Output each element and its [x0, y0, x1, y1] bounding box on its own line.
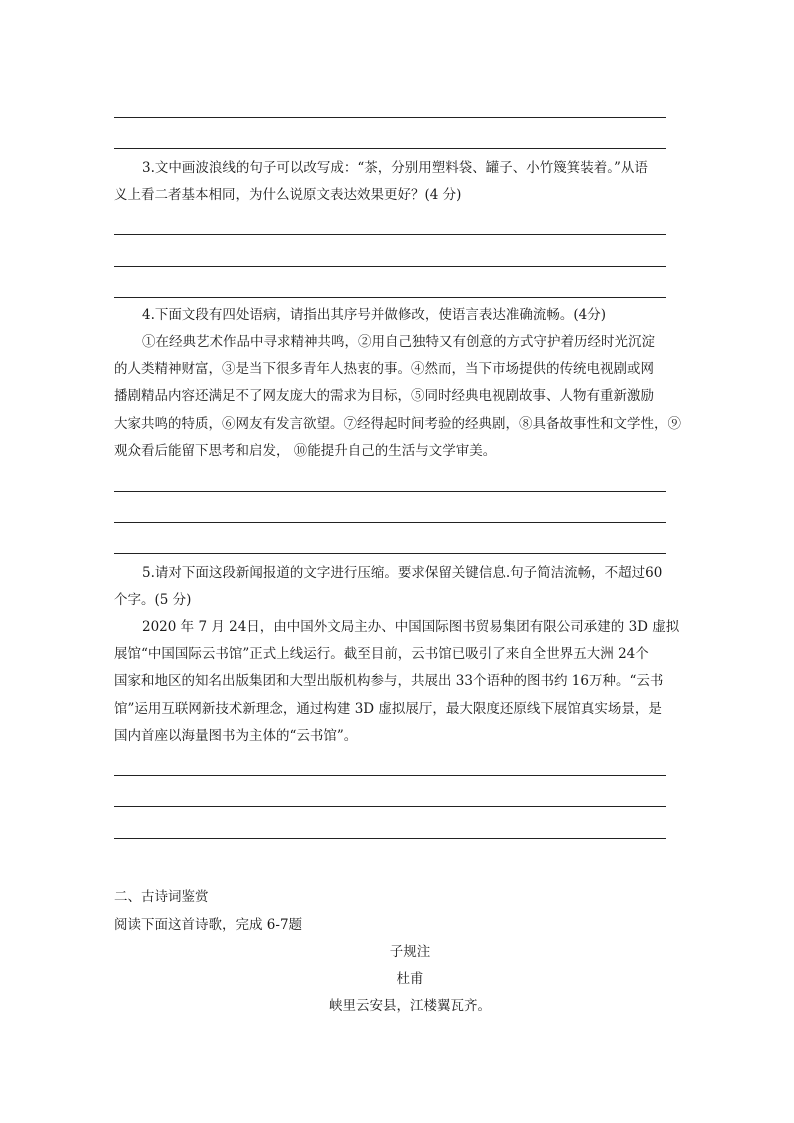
answer-line	[114, 775, 666, 776]
poem-title: 子规注	[389, 944, 431, 960]
question-5-news-line-2: 展馆“中国国际云书馆”正式上线运行。截至目前，云书馆已吸引了来自全世界五大洲 24个	[114, 646, 649, 662]
question-3-line-2: 义上看二者基本相同，为什么说原文表达效果更好？(4 分)	[114, 187, 462, 203]
section-heading: 二、古诗词鉴赏	[114, 889, 209, 905]
answer-line	[114, 491, 666, 492]
question-3-line-1: 3.文中画波浪线的句子可以改写成：“茶，分别用塑料袋、罐子、小竹篾箕装着。”从语	[142, 160, 648, 176]
question-5-prompt-line-2: 个字。(5 分)	[114, 592, 192, 608]
question-5-news-line-4: 馆”运用互联网新技术新理念，通过构建 3D 虚拟展厅，最大限度还原线下展馆真实场景，是	[114, 701, 662, 717]
question-4-prompt: 4.下面文段有四处语病，请指出其序号并做修改，使语言表达准确流畅。(4分)	[142, 307, 607, 323]
section-instruction: 阅读下面这首诗歌，完成 6-7题	[114, 917, 303, 933]
poem-author: 杜甫	[396, 971, 424, 987]
answer-line	[114, 838, 666, 839]
question-4-passage-line-1: ①在经典艺术作品中寻求精神共鸣，②用自己独特又有创意的方式守护着历经时光沉淀	[142, 334, 655, 350]
question-5-prompt-line-1: 5.请对下面这段新闻报道的文字进行压缩。要求保留关键信息.句子简洁流畅，不超过60	[142, 565, 663, 581]
question-4-passage-line-5: 观众看后能留下思考和启发， ⑩能提升自己的生活与文学审美。	[114, 443, 497, 459]
poem-line-1: 峡里云安县，江楼翼瓦齐。	[329, 998, 491, 1014]
answer-line	[114, 297, 666, 298]
answer-line	[114, 553, 666, 554]
question-5-news-line-3: 国家和地区的知名出版集团和大型出版机构参与，共展出 33个语种的图书约 16万种。“云书	[114, 673, 664, 689]
answer-line	[114, 266, 666, 267]
answer-line	[114, 234, 666, 235]
answer-line	[114, 148, 666, 149]
answer-line	[114, 522, 666, 523]
question-4-passage-line-3: 播剧精品内容还满足不了网友庞大的需求为目标，⑤同时经典电视剧故事、人物有重新激励	[114, 388, 654, 404]
answer-line	[114, 117, 666, 118]
answer-line	[114, 806, 666, 807]
question-4-passage-line-2: 的人类精神财富，③是当下很多青年人热衷的事。④然而，当下市场提供的传统电视剧或网	[114, 361, 654, 377]
question-4-passage-line-4: 大家共鸣的特质，⑥网友有发言欲望。⑦经得起时间考验的经典剧，⑧具备故事性和文学性，⑨	[114, 416, 681, 432]
question-5-news-line-5: 国内首座以海量图书为主体的“云书馆”。	[114, 728, 358, 744]
question-5-news-line-1: 2020 年 7 月 24日，由中国外文局主办、中国国际图书贸易集团有限公司承建的 3D 虚拟	[142, 619, 680, 635]
